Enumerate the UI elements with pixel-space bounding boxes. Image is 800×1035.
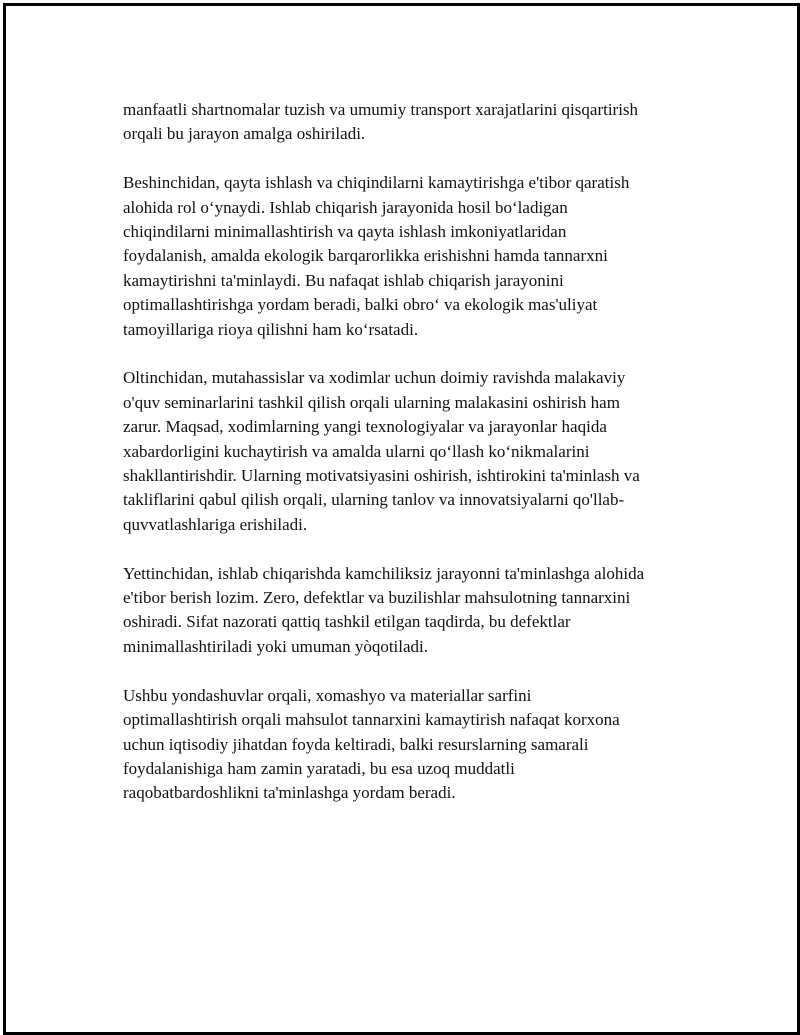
paragraph-2	[123, 171, 698, 342]
text-line: Yettinchidan, ishlab chiqarishda kamchiliksiz jarayonni ta'minlashga alohida	[123, 563, 645, 583]
text-line: Oltinchidan, mutahassislar va xodimlar uchun doimiy ravishda malakaviy	[123, 368, 626, 388]
text-line: xabardorligini kuchaytirish va amalda ularni qo‘llash ko‘nikmalarini	[123, 441, 590, 461]
text-line: orqali bu jarayon amalga oshiriladi.	[123, 124, 366, 144]
text-line: takliflarini qabul qilish orqali, ularning tanlov va innovatsiyalarni qo'llab-	[123, 490, 625, 510]
text-line: tamoyillariga rioya qilishni ham ko‘rsatadi.	[123, 319, 419, 339]
paragraph-5	[123, 684, 698, 806]
text-line: oshiradi. Sifat nazorati qattiq tashkil etilgan taqdirda, bu defektlar	[123, 612, 571, 632]
text-line: foydalanishiga ham zamin yaratadi, bu esa uzoq muddatli	[123, 758, 515, 778]
text-line: minimallashtiriladi yoki umuman yòqotiladi.	[123, 636, 429, 656]
document-body	[123, 98, 698, 830]
page-frame	[3, 3, 800, 1035]
text-line: zarur. Maqsad, xodimlarning yangi texnologiyalar va jarayonlar haqida	[123, 417, 607, 437]
text-line: chiqindilarni minimallashtirish va qayta ishlash imkoniyatlaridan	[123, 222, 567, 242]
text-line: foydalanish, amalda ekologik barqarorlikka erishishni hamda tannarxni	[123, 246, 608, 266]
text-line: kamaytirishni ta'minlaydi. Bu nafaqat ishlab chiqarish jarayonini	[123, 270, 564, 290]
text-line: optimallashtirish orqali mahsulot tannarxini kamaytirish nafaqat korxona	[123, 710, 620, 730]
text-line: o'quv seminarlarini tashkil qilish orqali ularning malakasini oshirish ham	[123, 392, 620, 412]
text-line: alohida rol o‘ynaydi. Ishlab chiqarish jarayonida hosil bo‘ladigan	[123, 197, 568, 217]
text-line: optimallashtirishga yordam beradi, balki obro‘ va ekologik mas'uliyat	[123, 295, 598, 315]
text-line: raqobatbardoshlikni ta'minlashga yordam beradi.	[123, 783, 456, 803]
text-line: e'tibor berish lozim. Zero, defektlar va buzilishlar mahsulotning tannarxini	[123, 588, 631, 608]
paragraph-3	[123, 366, 698, 537]
text-line: shakllantirishdir. Ularning motivatsiyasini oshirish, ishtirokini ta'minlash va	[123, 466, 640, 486]
paragraph-4	[123, 562, 698, 660]
text-line: Ushbu yondashuvlar orqali, xomashyo va materiallar sarfini	[123, 685, 532, 705]
paragraph-1	[123, 98, 698, 147]
text-line: Beshinchidan, qayta ishlash va chiqindilarni kamaytirishga e'tibor qaratish	[123, 173, 630, 193]
text-line: quvvatlashlariga erishiladi.	[123, 514, 308, 534]
text-line: uchun iqtisodiy jihatdan foyda keltiradi, balki resurslarning samarali	[123, 734, 589, 754]
text-line: manfaatli shartnomalar tuzish va umumiy transport xarajatlarini qisqartirish	[123, 100, 639, 119]
